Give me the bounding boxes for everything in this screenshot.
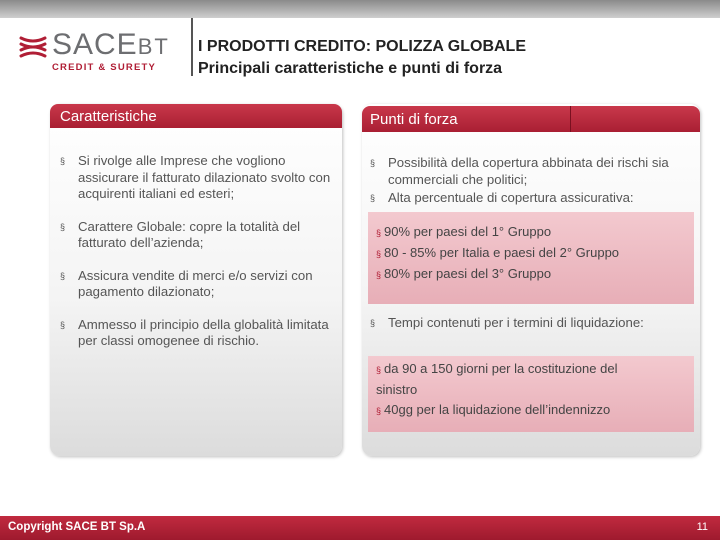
- coverage-line: § 80 - 85% per Italia e paesi del 2° Gruppo: [376, 245, 620, 260]
- liquidation-times-box: [368, 356, 694, 432]
- liquidation-line: § da 90 a 150 giorni per la costituzione del: [376, 361, 618, 376]
- bullet-icon: §: [376, 365, 382, 375]
- liquidation-line-cont: sinistro: [376, 382, 418, 397]
- list-item: § Tempi contenuti per i termini di liquidazione:: [370, 315, 644, 330]
- strengths-list-top: [362, 155, 692, 209]
- bullet-icon: §: [60, 270, 66, 281]
- tab-strengths-label: Punti di forza: [370, 111, 458, 128]
- footer-bar: [0, 516, 720, 540]
- liquidation-line: § 40gg per la liquidazione dell’indennizzo: [376, 402, 611, 417]
- bullet-icon: §: [60, 319, 66, 330]
- coverage-line: § 90% per paesi del 1° Gruppo: [376, 224, 552, 239]
- bullet-icon: §: [370, 158, 376, 168]
- bullet-icon: §: [60, 156, 66, 166]
- list-item: § Si rivolge alle Imprese che vogliono assicurare il fatturato dilazionato svolto con acquirenti italiani ed esteri;: [60, 153, 331, 201]
- sace-mark-icon: [18, 32, 48, 62]
- tab-characteristics: Caratteristiche: [50, 104, 342, 128]
- bullet-icon: §: [376, 249, 382, 259]
- logo-brand: SACEBT: [52, 28, 170, 61]
- coverage-percentages-box: [368, 212, 694, 304]
- bullet-icon: §: [60, 221, 66, 232]
- tab-strengths: [362, 106, 700, 132]
- coverage-line: § 80% per paesi del 3° Gruppo: [376, 266, 552, 281]
- logo-tagline: CREDIT & SURETY: [52, 62, 157, 73]
- page-subtitle: Principali caratteristiche e punti di forza: [198, 60, 503, 77]
- page-number: 11: [696, 521, 708, 533]
- list-item: § Alta percentuale di copertura assicurativa:: [370, 190, 634, 205]
- bullet-icon: §: [376, 228, 382, 238]
- copyright-text: Copyright SACE BT Sp.A: [8, 521, 146, 533]
- tab-notch: [570, 106, 571, 132]
- list-item: § Ammesso il principio della globalità limitata per classi omogenee di rischio.: [60, 316, 329, 348]
- strengths-list-bottom: [362, 315, 692, 332]
- header-divider: [191, 18, 193, 76]
- bullet-icon: §: [370, 318, 376, 328]
- list-item: § Assicura vendite di merci e/o servizi con pagamento dilazionato;: [60, 267, 313, 299]
- bullet-icon: §: [376, 270, 382, 280]
- page-title: I PRODOTTI CREDITO: POLIZZA GLOBALE: [198, 38, 526, 55]
- sace-bt-logo: [14, 28, 182, 76]
- top-strip: [0, 0, 720, 18]
- list-item: § Carattere Globale: copre la totalità del fatturato dell’azienda;: [60, 218, 301, 250]
- list-item: § Possibilità della copertura abbinata dei rischi sia commerciali che politici;: [370, 155, 669, 187]
- bullet-icon: §: [370, 193, 376, 203]
- characteristics-list: [52, 153, 337, 366]
- bullet-icon: §: [376, 406, 382, 416]
